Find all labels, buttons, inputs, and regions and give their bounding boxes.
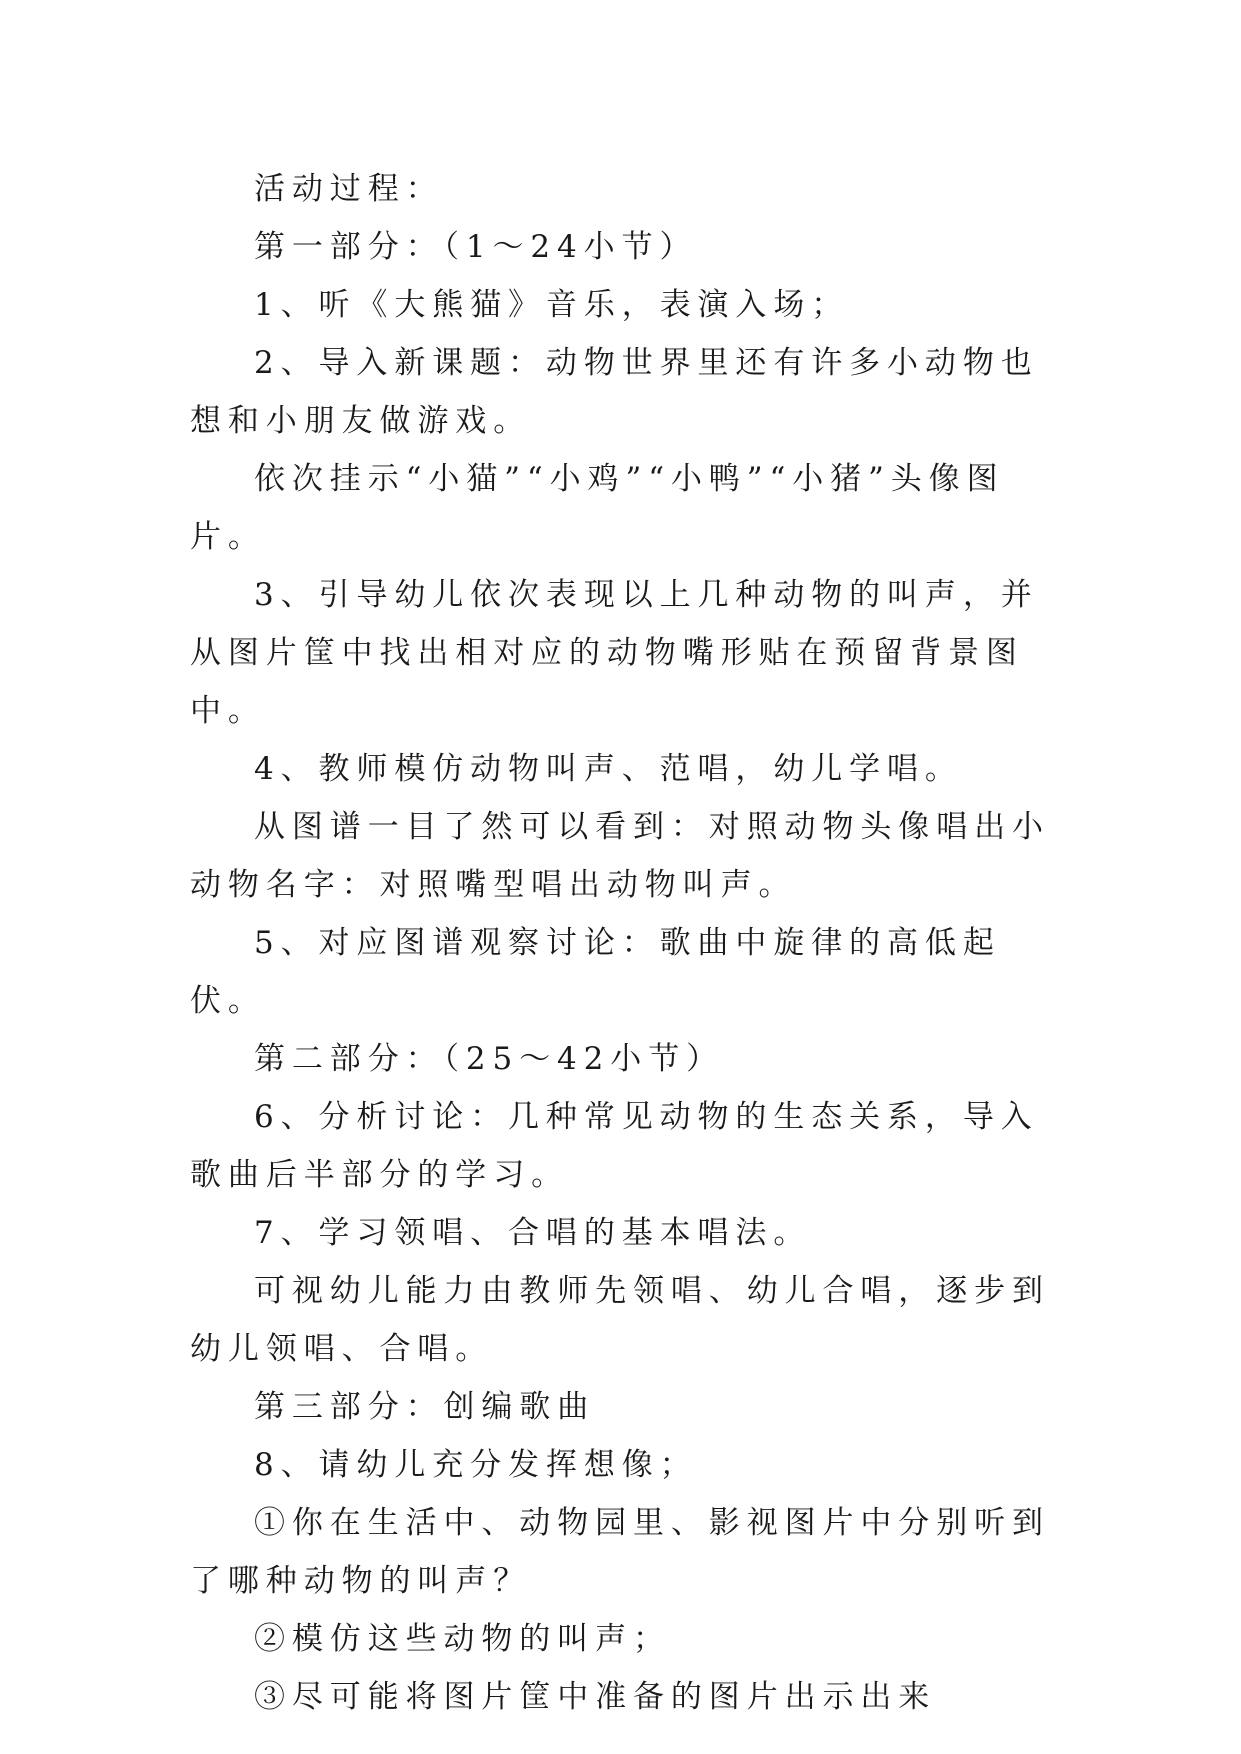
step-6: 6、分析讨论：几种常见动物的生态关系，导入歌曲后半部分的学习。 <box>190 1099 1039 1193</box>
step-4: 4、教师模仿动物叫声、范唱，幼儿学唱。 <box>254 751 963 787</box>
step-8-item-2: ②模仿这些动物的叫声； <box>254 1621 671 1657</box>
part-three-heading: 第三部分：创编歌曲 <box>254 1389 596 1425</box>
section-heading-activity-process: 活动过程： <box>254 171 444 207</box>
step-7-detail: 可视幼儿能力由教师先领唱、幼儿合唱，逐步到幼儿领唱、合唱。 <box>190 1273 1050 1367</box>
document-body <box>190 160 1050 1726</box>
step-2: 2、导入新课题：动物世界里还有许多小动物也想和小朋友做游戏。 <box>190 345 1039 439</box>
step-8: 8、请幼儿充分发挥想像； <box>254 1447 698 1483</box>
part-one-heading: 第一部分：（1～24小节） <box>254 229 698 265</box>
step-5: 5、对应图谱观察讨论：歌曲中旋律的高低起伏。 <box>190 925 1001 1019</box>
step-7: 7、学习领唱、合唱的基本唱法。 <box>254 1215 812 1251</box>
step-2-detail: 依次挂示“小猫”“小鸡”“小鸭”“小猪”头像图片。 <box>190 461 1005 555</box>
step-1: 1、听《大熊猫》音乐，表演入场； <box>254 287 850 323</box>
step-4-detail: 从图谱一目了然可以看到：对照动物头像唱出小动物名字：对照嘴型唱出动物叫声。 <box>190 809 1050 903</box>
step-8-item-1: ①你在生活中、动物园里、影视图片中分别听到了哪种动物的叫声？ <box>190 1505 1050 1599</box>
step-8-item-3: ③尽可能将图片筐中准备的图片出示出来 <box>254 1679 937 1715</box>
part-two-heading: 第二部分：（25～42小节） <box>254 1041 724 1077</box>
step-3: 3、引导幼儿依次表现以上几种动物的叫声，并从图片筐中找出相对应的动物嘴形贴在预留背景图中。 <box>190 577 1039 729</box>
